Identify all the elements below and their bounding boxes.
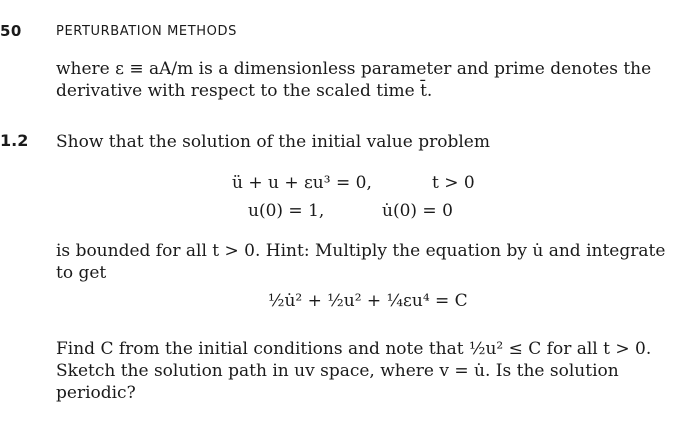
initial-condition-du: u̇(0) = 0	[382, 201, 453, 221]
intro-paragraph	[56, 58, 676, 102]
main-equation: ü + u + εu³ = 0,	[232, 173, 372, 193]
exercise-statement: Show that the solution of the initial value problem	[56, 132, 490, 152]
hint-line-1: is bounded for all t > 0. Hint: Multiply the equation by u̇ and integrate	[56, 241, 666, 261]
energy-equation: ½u̇² + ½u² + ¼εu⁴ = C	[268, 291, 468, 311]
hint-line-2: to get	[56, 263, 107, 283]
running-head: PERTURBATION METHODS	[56, 24, 237, 39]
final-paragraph	[56, 338, 676, 404]
hint-paragraph	[56, 240, 676, 284]
final-line-3: periodic?	[56, 383, 136, 403]
time-condition: t > 0	[432, 173, 475, 193]
page-number: 50	[0, 22, 22, 40]
final-line-1: Find C from the initial conditions and note that ½u² ≤ C for all t > 0.	[56, 339, 652, 359]
exercise-number: 1.2	[0, 131, 29, 150]
intro-line-1: where ε ≡ aA/m is a dimensionless parameter and prime denotes the	[56, 59, 652, 79]
initial-condition-u: u(0) = 1,	[248, 201, 325, 221]
final-line-2: Sketch the solution path in uv space, where v = u̇. Is the solution	[56, 361, 619, 381]
intro-line-2: derivative with respect to the scaled time t̄.	[56, 81, 433, 101]
